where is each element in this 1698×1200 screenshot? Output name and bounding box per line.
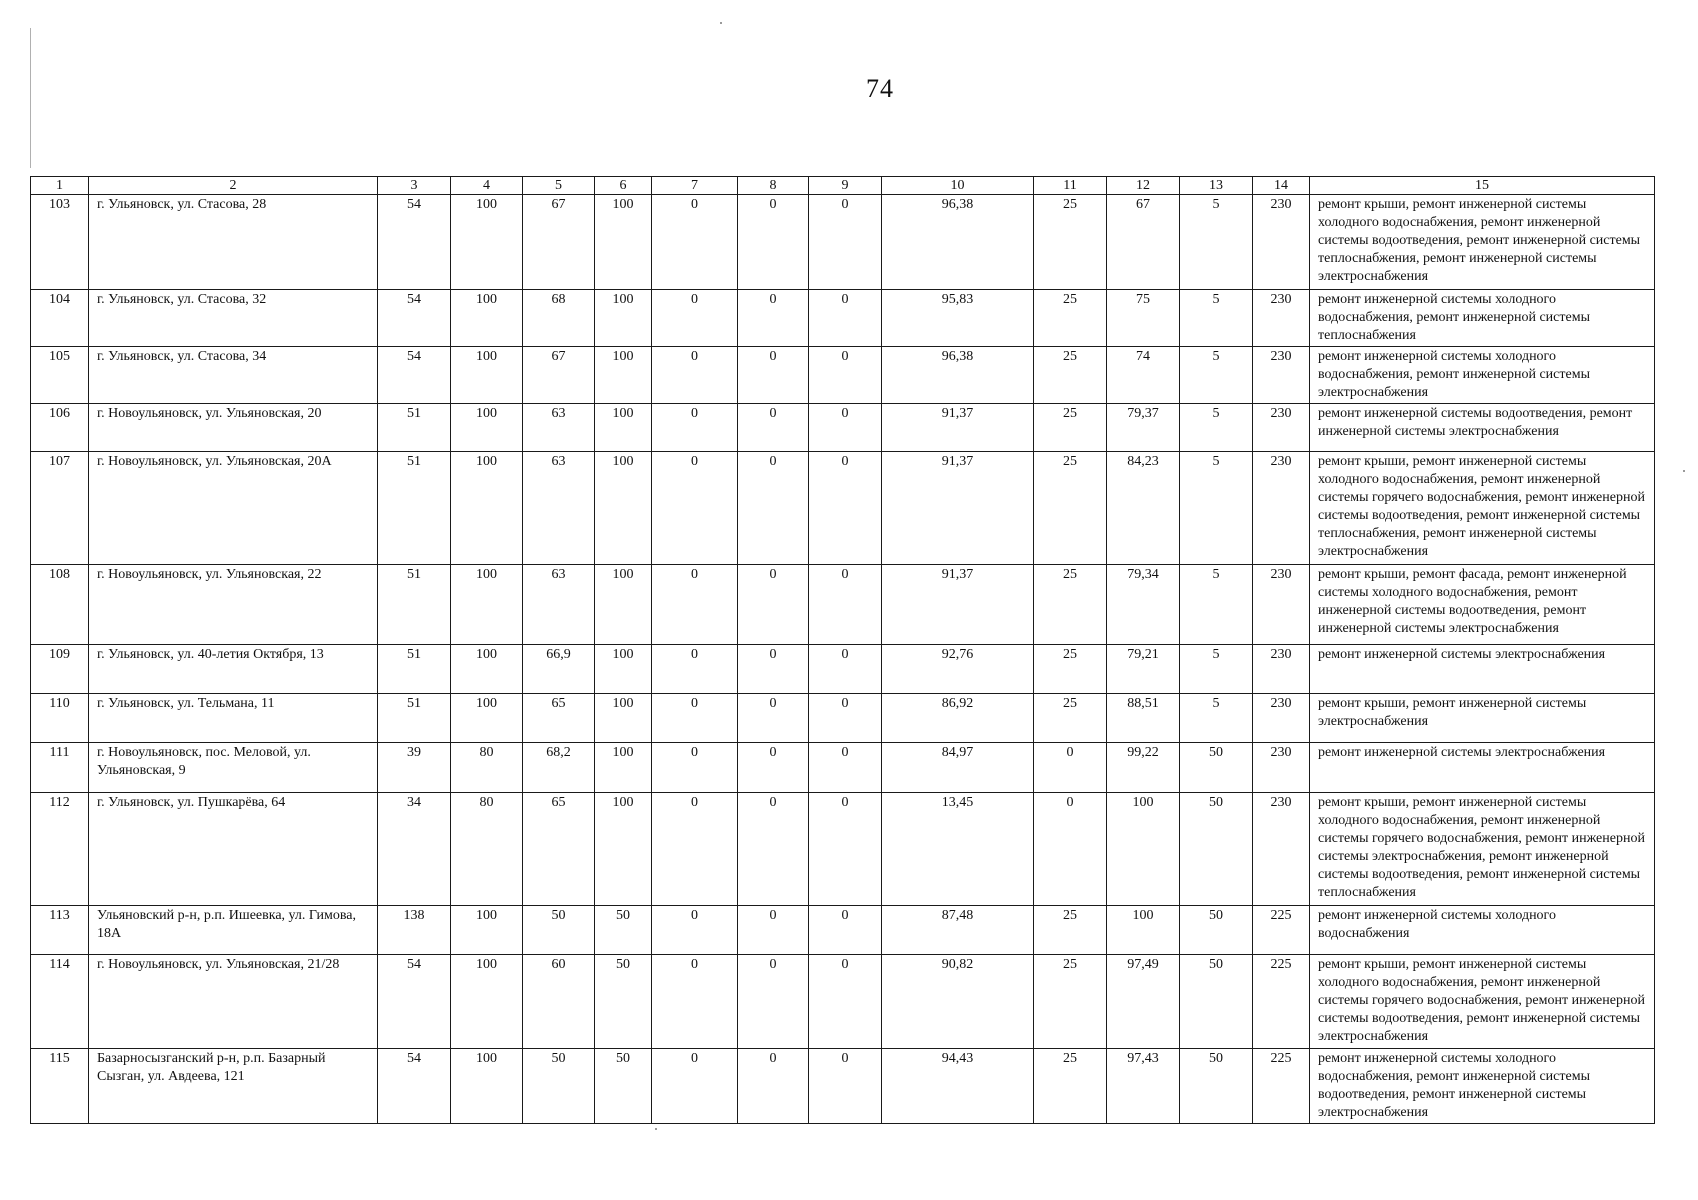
value-cell: 0 (652, 645, 738, 694)
value-cell: 79,21 (1107, 645, 1180, 694)
value-cell: 54 (378, 955, 451, 1049)
value-cell: 225 (1253, 906, 1310, 955)
row-number-cell: 108 (31, 565, 89, 645)
value-cell: 63 (523, 404, 595, 452)
value-cell: 100 (595, 694, 652, 743)
column-header: 15 (1310, 177, 1655, 195)
value-cell: 0 (738, 195, 809, 290)
value-cell: 51 (378, 404, 451, 452)
work-description-cell: ремонт крыши, ремонт инженерной системы холодного водоснабжения, ремонт инженерной системы горячего водоснабжения, ремонт инженерной системы электроснабжения, ремонт инженерной системы водоотведения, ремонт инженерной системы теплоснабжения (1310, 793, 1655, 906)
value-cell: 230 (1253, 565, 1310, 645)
value-cell: 25 (1034, 347, 1107, 404)
table-row (31, 452, 1655, 565)
value-cell: 63 (523, 452, 595, 565)
value-cell: 51 (378, 645, 451, 694)
value-cell: 230 (1253, 452, 1310, 565)
table-row (31, 347, 1655, 404)
scan-speck (655, 1128, 657, 1130)
value-cell: 50 (1180, 743, 1253, 793)
table-row (31, 1049, 1655, 1124)
value-cell: 5 (1180, 347, 1253, 404)
value-cell: 25 (1034, 694, 1107, 743)
address-cell: Ульяновский р-н, р.п. Ишеевка, ул. Гимова, 18А (89, 906, 378, 955)
value-cell: 65 (523, 793, 595, 906)
column-header: 3 (378, 177, 451, 195)
value-cell: 100 (595, 452, 652, 565)
value-cell: 87,48 (882, 906, 1034, 955)
column-header: 10 (882, 177, 1034, 195)
row-number-cell: 109 (31, 645, 89, 694)
value-cell: 100 (451, 347, 523, 404)
header-row (31, 177, 1655, 195)
value-cell: 99,22 (1107, 743, 1180, 793)
column-header: 11 (1034, 177, 1107, 195)
value-cell: 63 (523, 565, 595, 645)
value-cell: 5 (1180, 645, 1253, 694)
value-cell: 95,83 (882, 290, 1034, 347)
value-cell: 66,9 (523, 645, 595, 694)
value-cell: 100 (451, 195, 523, 290)
value-cell: 230 (1253, 743, 1310, 793)
column-header: 4 (451, 177, 523, 195)
column-header: 6 (595, 177, 652, 195)
value-cell: 50 (1180, 1049, 1253, 1124)
value-cell: 91,37 (882, 404, 1034, 452)
value-cell: 0 (652, 347, 738, 404)
value-cell: 5 (1180, 694, 1253, 743)
value-cell: 92,76 (882, 645, 1034, 694)
value-cell: 0 (652, 906, 738, 955)
value-cell: 68 (523, 290, 595, 347)
value-cell: 25 (1034, 906, 1107, 955)
value-cell: 0 (652, 404, 738, 452)
value-cell: 25 (1034, 645, 1107, 694)
value-cell: 68,2 (523, 743, 595, 793)
value-cell: 0 (652, 290, 738, 347)
row-number-cell: 110 (31, 694, 89, 743)
row-number-cell: 107 (31, 452, 89, 565)
row-number-cell: 111 (31, 743, 89, 793)
value-cell: 0 (738, 743, 809, 793)
value-cell: 50 (595, 906, 652, 955)
page-number: 74 (866, 74, 894, 103)
value-cell: 100 (451, 645, 523, 694)
column-header: 7 (652, 177, 738, 195)
value-cell: 86,92 (882, 694, 1034, 743)
value-cell: 0 (809, 645, 882, 694)
table-body (31, 195, 1655, 1124)
value-cell: 5 (1180, 290, 1253, 347)
value-cell: 80 (451, 793, 523, 906)
table-row (31, 290, 1655, 347)
column-header: 2 (89, 177, 378, 195)
value-cell: 0 (652, 452, 738, 565)
value-cell: 0 (1034, 743, 1107, 793)
address-cell: г. Новоульяновск, ул. Ульяновская, 22 (89, 565, 378, 645)
work-description-cell: ремонт крыши, ремонт инженерной системы холодного водоснабжения, ремонт инженерной системы горячего водоснабжения, ремонт инженерной системы водоотведения, ремонт инженерной системы электроснабжения (1310, 955, 1655, 1049)
address-cell: г. Новоульяновск, ул. Ульяновская, 20А (89, 452, 378, 565)
work-description-cell: ремонт инженерной системы холодного водоснабжения, ремонт инженерной системы теплоснабжения (1310, 290, 1655, 347)
row-number-cell: 105 (31, 347, 89, 404)
value-cell: 50 (1180, 793, 1253, 906)
scan-speck (1683, 470, 1685, 472)
value-cell: 0 (809, 565, 882, 645)
value-cell: 230 (1253, 694, 1310, 743)
value-cell: 67 (523, 195, 595, 290)
value-cell: 100 (595, 195, 652, 290)
column-header: 12 (1107, 177, 1180, 195)
value-cell: 54 (378, 290, 451, 347)
value-cell: 50 (595, 955, 652, 1049)
value-cell: 230 (1253, 290, 1310, 347)
work-description-cell: ремонт крыши, ремонт инженерной системы холодного водоснабжения, ремонт инженерной системы горячего водоснабжения, ремонт инженерной системы водоотведения, ремонт инженерной системы теплоснабжения, ремонт инженерной системы электроснабжения (1310, 452, 1655, 565)
value-cell: 84,23 (1107, 452, 1180, 565)
column-header: 14 (1253, 177, 1310, 195)
work-description-cell: ремонт инженерной системы электроснабжения (1310, 743, 1655, 793)
value-cell: 50 (523, 1049, 595, 1124)
value-cell: 51 (378, 565, 451, 645)
address-cell: г. Ульяновск, ул. Стасова, 32 (89, 290, 378, 347)
value-cell: 51 (378, 452, 451, 565)
value-cell: 75 (1107, 290, 1180, 347)
value-cell: 100 (595, 645, 652, 694)
value-cell: 0 (809, 906, 882, 955)
address-cell: г. Ульяновск, ул. Стасова, 28 (89, 195, 378, 290)
value-cell: 25 (1034, 290, 1107, 347)
value-cell: 0 (652, 793, 738, 906)
scan-speck (720, 22, 722, 24)
address-cell: г. Ульяновск, ул. Тельмана, 11 (89, 694, 378, 743)
value-cell: 0 (809, 694, 882, 743)
value-cell: 54 (378, 195, 451, 290)
value-cell: 100 (595, 347, 652, 404)
value-cell: 0 (809, 347, 882, 404)
value-cell: 0 (652, 694, 738, 743)
value-cell: 0 (738, 290, 809, 347)
value-cell: 230 (1253, 645, 1310, 694)
work-description-cell: ремонт крыши, ремонт инженерной системы электроснабжения (1310, 694, 1655, 743)
value-cell: 91,37 (882, 452, 1034, 565)
row-number-cell: 106 (31, 404, 89, 452)
value-cell: 54 (378, 1049, 451, 1124)
table-row (31, 694, 1655, 743)
value-cell: 96,38 (882, 347, 1034, 404)
value-cell: 100 (451, 404, 523, 452)
value-cell: 0 (809, 290, 882, 347)
value-cell: 25 (1034, 955, 1107, 1049)
value-cell: 138 (378, 906, 451, 955)
value-cell: 25 (1034, 404, 1107, 452)
value-cell: 0 (809, 793, 882, 906)
row-number-cell: 112 (31, 793, 89, 906)
value-cell: 225 (1253, 1049, 1310, 1124)
value-cell: 5 (1180, 195, 1253, 290)
value-cell: 97,49 (1107, 955, 1180, 1049)
value-cell: 100 (451, 565, 523, 645)
column-header: 1 (31, 177, 89, 195)
value-cell: 25 (1034, 452, 1107, 565)
value-cell: 39 (378, 743, 451, 793)
value-cell: 50 (1180, 955, 1253, 1049)
value-cell: 230 (1253, 195, 1310, 290)
address-cell: г. Ульяновск, ул. Пушкарёва, 64 (89, 793, 378, 906)
value-cell: 0 (1034, 793, 1107, 906)
work-description-cell: ремонт инженерной системы электроснабжения (1310, 645, 1655, 694)
value-cell: 5 (1180, 404, 1253, 452)
value-cell: 25 (1034, 1049, 1107, 1124)
table-row (31, 404, 1655, 452)
value-cell: 91,37 (882, 565, 1034, 645)
value-cell: 0 (652, 955, 738, 1049)
value-cell: 0 (809, 195, 882, 290)
column-header: 13 (1180, 177, 1253, 195)
value-cell: 5 (1180, 452, 1253, 565)
value-cell: 5 (1180, 565, 1253, 645)
value-cell: 67 (523, 347, 595, 404)
table-row (31, 793, 1655, 906)
value-cell: 0 (738, 1049, 809, 1124)
value-cell: 230 (1253, 404, 1310, 452)
work-description-cell: ремонт инженерной системы холодного водоснабжения (1310, 906, 1655, 955)
value-cell: 100 (451, 955, 523, 1049)
value-cell: 50 (1180, 906, 1253, 955)
value-cell: 100 (595, 565, 652, 645)
value-cell: 0 (809, 404, 882, 452)
value-cell: 97,43 (1107, 1049, 1180, 1124)
table-row (31, 195, 1655, 290)
value-cell: 100 (595, 743, 652, 793)
value-cell: 0 (738, 793, 809, 906)
value-cell: 0 (738, 565, 809, 645)
value-cell: 0 (738, 906, 809, 955)
value-cell: 225 (1253, 955, 1310, 1049)
value-cell: 0 (652, 565, 738, 645)
value-cell: 100 (451, 906, 523, 955)
row-number-cell: 115 (31, 1049, 89, 1124)
value-cell: 60 (523, 955, 595, 1049)
value-cell: 0 (652, 1049, 738, 1124)
value-cell: 0 (809, 955, 882, 1049)
value-cell: 100 (451, 694, 523, 743)
address-cell: г. Новоульяновск, ул. Ульяновская, 20 (89, 404, 378, 452)
value-cell: 0 (809, 1049, 882, 1124)
value-cell: 79,34 (1107, 565, 1180, 645)
row-number-cell: 113 (31, 906, 89, 955)
value-cell: 0 (738, 452, 809, 565)
value-cell: 51 (378, 694, 451, 743)
value-cell: 0 (809, 452, 882, 565)
value-cell: 100 (595, 404, 652, 452)
value-cell: 79,37 (1107, 404, 1180, 452)
value-cell: 0 (809, 743, 882, 793)
value-cell: 34 (378, 793, 451, 906)
table-row (31, 906, 1655, 955)
value-cell: 0 (738, 645, 809, 694)
row-number-cell: 103 (31, 195, 89, 290)
work-description-cell: ремонт инженерной системы водоотведения, ремонт инженерной системы электроснабжения (1310, 404, 1655, 452)
value-cell: 0 (738, 955, 809, 1049)
value-cell: 100 (595, 290, 652, 347)
value-cell: 90,82 (882, 955, 1034, 1049)
value-cell: 100 (451, 452, 523, 565)
column-header: 5 (523, 177, 595, 195)
address-cell: г. Новоульяновск, пос. Меловой, ул. Ульяновская, 9 (89, 743, 378, 793)
value-cell: 0 (652, 743, 738, 793)
value-cell: 88,51 (1107, 694, 1180, 743)
value-cell: 0 (738, 404, 809, 452)
table-row (31, 645, 1655, 694)
value-cell: 25 (1034, 195, 1107, 290)
value-cell: 25 (1034, 565, 1107, 645)
value-cell: 100 (451, 1049, 523, 1124)
value-cell: 67 (1107, 195, 1180, 290)
table-row (31, 565, 1655, 645)
work-description-cell: ремонт инженерной системы холодного водоснабжения, ремонт инженерной системы водоотведения, ремонт инженерной системы электроснабжения (1310, 1049, 1655, 1124)
work-description-cell: ремонт крыши, ремонт инженерной системы холодного водоснабжения, ремонт инженерной системы водоотведения, ремонт инженерной системы теплоснабжения, ремонт инженерной системы электроснабжения (1310, 195, 1655, 290)
value-cell: 50 (523, 906, 595, 955)
row-number-cell: 104 (31, 290, 89, 347)
value-cell: 13,45 (882, 793, 1034, 906)
address-cell: г. Ульяновск, ул. Стасова, 34 (89, 347, 378, 404)
value-cell: 100 (1107, 793, 1180, 906)
row-number-cell: 114 (31, 955, 89, 1049)
value-cell: 65 (523, 694, 595, 743)
value-cell: 100 (451, 290, 523, 347)
value-cell: 50 (595, 1049, 652, 1124)
address-cell: г. Ульяновск, ул. 40-летия Октября, 13 (89, 645, 378, 694)
address-cell: г. Новоульяновск, ул. Ульяновская, 21/28 (89, 955, 378, 1049)
value-cell: 230 (1253, 347, 1310, 404)
value-cell: 80 (451, 743, 523, 793)
value-cell: 74 (1107, 347, 1180, 404)
value-cell: 0 (738, 694, 809, 743)
table-row (31, 955, 1655, 1049)
value-cell: 100 (595, 793, 652, 906)
scan-margin-line (30, 28, 31, 168)
value-cell: 84,97 (882, 743, 1034, 793)
column-header: 8 (738, 177, 809, 195)
table-row (31, 743, 1655, 793)
value-cell: 0 (652, 195, 738, 290)
value-cell: 54 (378, 347, 451, 404)
address-cell: Базарносызганский р-н, р.п. Базарный Сызган, ул. Авдеева, 121 (89, 1049, 378, 1124)
column-header: 9 (809, 177, 882, 195)
data-table (30, 176, 1655, 1124)
value-cell: 96,38 (882, 195, 1034, 290)
value-cell: 100 (1107, 906, 1180, 955)
value-cell: 230 (1253, 793, 1310, 906)
work-description-cell: ремонт инженерной системы холодного водоснабжения, ремонт инженерной системы электроснабжения (1310, 347, 1655, 404)
value-cell: 0 (738, 347, 809, 404)
value-cell: 94,43 (882, 1049, 1034, 1124)
work-description-cell: ремонт крыши, ремонт фасада, ремонт инженерной системы холодного водоснабжения, ремонт инженерной системы водоотведения, ремонт инженерной системы электроснабжения (1310, 565, 1655, 645)
